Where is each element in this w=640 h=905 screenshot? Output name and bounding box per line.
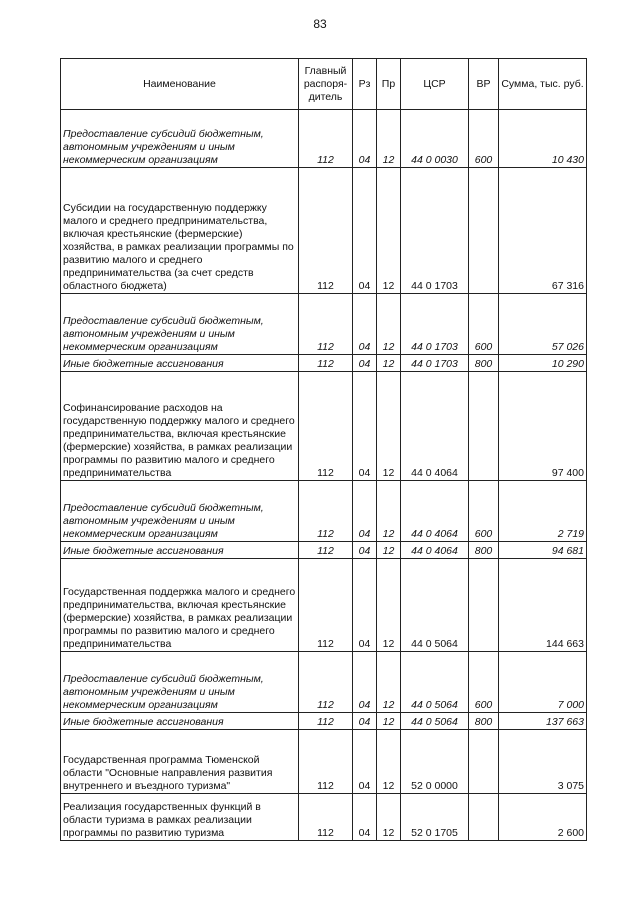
- cell-pr: 12: [377, 713, 401, 730]
- table-row: [61, 652, 587, 713]
- cell-sum: 2 600: [499, 794, 587, 841]
- cell-name: Иные бюджетные ассигнования: [61, 355, 299, 372]
- cell-csr: 44 0 4064: [401, 372, 469, 481]
- table-row: [61, 355, 587, 372]
- cell-csr: 44 0 5064: [401, 559, 469, 652]
- cell-pr: 12: [377, 372, 401, 481]
- cell-csr: 44 0 4064: [401, 481, 469, 542]
- cell-csr: 44 0 0030: [401, 110, 469, 168]
- cell-name: Субсидии на государственную поддержку малого и среднего предпринимательства, включая крестьянские (фермерские) хозяйства, в рамках реализации программы по развитию малого и среднего предпринимательства (за счет средств областного бюджета): [61, 168, 299, 294]
- cell-rz: 04: [353, 542, 377, 559]
- header-rz: Рз: [353, 59, 377, 110]
- cell-vr: [469, 372, 499, 481]
- cell-rz: 04: [353, 481, 377, 542]
- cell-vr: [469, 559, 499, 652]
- cell-glav: 112: [299, 652, 353, 713]
- cell-rz: 04: [353, 110, 377, 168]
- table-row: [61, 481, 587, 542]
- cell-vr: 600: [469, 481, 499, 542]
- cell-sum: 67 316: [499, 168, 587, 294]
- cell-glav: 112: [299, 559, 353, 652]
- page-number: 83: [313, 17, 327, 31]
- cell-sum: 137 663: [499, 713, 587, 730]
- cell-name: Предоставление субсидий бюджетным, автономным учреждениям и иным некоммерческим организациям: [61, 652, 299, 713]
- cell-rz: 04: [353, 372, 377, 481]
- cell-name: Иные бюджетные ассигнования: [61, 542, 299, 559]
- cell-name: Предоставление субсидий бюджетным, автономным учреждениям и иным некоммерческим организациям: [61, 294, 299, 355]
- cell-csr: 44 0 4064: [401, 542, 469, 559]
- cell-name: Предоставление субсидий бюджетным, автономным учреждениям и иным некоммерческим организациям: [61, 481, 299, 542]
- cell-vr: 800: [469, 542, 499, 559]
- cell-glav: 112: [299, 294, 353, 355]
- cell-sum: 3 075: [499, 730, 587, 794]
- header-csr: ЦСР: [401, 59, 469, 110]
- cell-glav: 112: [299, 372, 353, 481]
- table-header-row: [61, 59, 587, 110]
- cell-glav: 112: [299, 481, 353, 542]
- table-row: [61, 542, 587, 559]
- cell-vr: 600: [469, 110, 499, 168]
- cell-csr: 44 0 1703: [401, 294, 469, 355]
- header-glav: Главный распоря-дитель: [299, 59, 353, 110]
- cell-vr: 800: [469, 355, 499, 372]
- header-vr: ВР: [469, 59, 499, 110]
- cell-rz: 04: [353, 652, 377, 713]
- table-row: [61, 110, 587, 168]
- table-row: [61, 294, 587, 355]
- cell-pr: 12: [377, 794, 401, 841]
- cell-csr: 44 0 1703: [401, 168, 469, 294]
- cell-sum: 10 430: [499, 110, 587, 168]
- cell-pr: 12: [377, 652, 401, 713]
- cell-name: Иные бюджетные ассигнования: [61, 713, 299, 730]
- cell-vr: [469, 730, 499, 794]
- cell-pr: 12: [377, 542, 401, 559]
- cell-sum: 94 681: [499, 542, 587, 559]
- table-row: [61, 730, 587, 794]
- cell-pr: 12: [377, 481, 401, 542]
- cell-glav: 112: [299, 542, 353, 559]
- cell-pr: 12: [377, 110, 401, 168]
- cell-sum: 97 400: [499, 372, 587, 481]
- cell-sum: 10 290: [499, 355, 587, 372]
- cell-name: Софинансирование расходов на государственную поддержку малого и среднего предпринимательства, включая крестьянские (фермерские) хозяйства, в рамках реализации программы по развитию малого и среднего предпринимательства: [61, 372, 299, 481]
- cell-sum: 57 026: [499, 294, 587, 355]
- header-sum: Сумма, тыс. руб.: [499, 59, 587, 110]
- table-row: [61, 372, 587, 481]
- cell-name: Реализация государственных функций в области туризма в рамках реализации программы по развитию туризма: [61, 794, 299, 841]
- cell-vr: [469, 794, 499, 841]
- cell-sum: 144 663: [499, 559, 587, 652]
- cell-glav: 112: [299, 355, 353, 372]
- cell-name: Предоставление субсидий бюджетным, автономным учреждениям и иным некоммерческим организациям: [61, 110, 299, 168]
- cell-rz: 04: [353, 713, 377, 730]
- table-row: [61, 559, 587, 652]
- cell-name: Государственная программа Тюменской области "Основные направления развития внутреннего и въездного туризма": [61, 730, 299, 794]
- cell-csr: 44 0 5064: [401, 652, 469, 713]
- cell-rz: 04: [353, 559, 377, 652]
- cell-rz: 04: [353, 355, 377, 372]
- cell-pr: 12: [377, 294, 401, 355]
- cell-glav: 112: [299, 730, 353, 794]
- cell-vr: 600: [469, 652, 499, 713]
- cell-pr: 12: [377, 559, 401, 652]
- cell-csr: 44 0 1703: [401, 355, 469, 372]
- cell-pr: 12: [377, 730, 401, 794]
- header-pr: Пр: [377, 59, 401, 110]
- cell-rz: 04: [353, 294, 377, 355]
- cell-rz: 04: [353, 730, 377, 794]
- cell-vr: 600: [469, 294, 499, 355]
- cell-glav: 112: [299, 794, 353, 841]
- cell-sum: 2 719: [499, 481, 587, 542]
- cell-csr: 52 0 0000: [401, 730, 469, 794]
- cell-vr: [469, 168, 499, 294]
- cell-sum: 7 000: [499, 652, 587, 713]
- cell-pr: 12: [377, 355, 401, 372]
- cell-glav: 112: [299, 168, 353, 294]
- cell-glav: 112: [299, 713, 353, 730]
- table-row: [61, 168, 587, 294]
- cell-csr: 44 0 5064: [401, 713, 469, 730]
- cell-csr: 52 0 1705: [401, 794, 469, 841]
- cell-name: Государственная поддержка малого и среднего предпринимательства, включая крестьянские (фермерские) хозяйства, в рамках реализации программы по развитию малого и среднего предпринимательства: [61, 559, 299, 652]
- cell-pr: 12: [377, 168, 401, 294]
- cell-vr: 800: [469, 713, 499, 730]
- cell-rz: 04: [353, 168, 377, 294]
- header-name: Наименование: [61, 59, 299, 110]
- table-row: [61, 794, 587, 841]
- table-row: [61, 713, 587, 730]
- budget-table: [60, 58, 587, 841]
- cell-rz: 04: [353, 794, 377, 841]
- cell-glav: 112: [299, 110, 353, 168]
